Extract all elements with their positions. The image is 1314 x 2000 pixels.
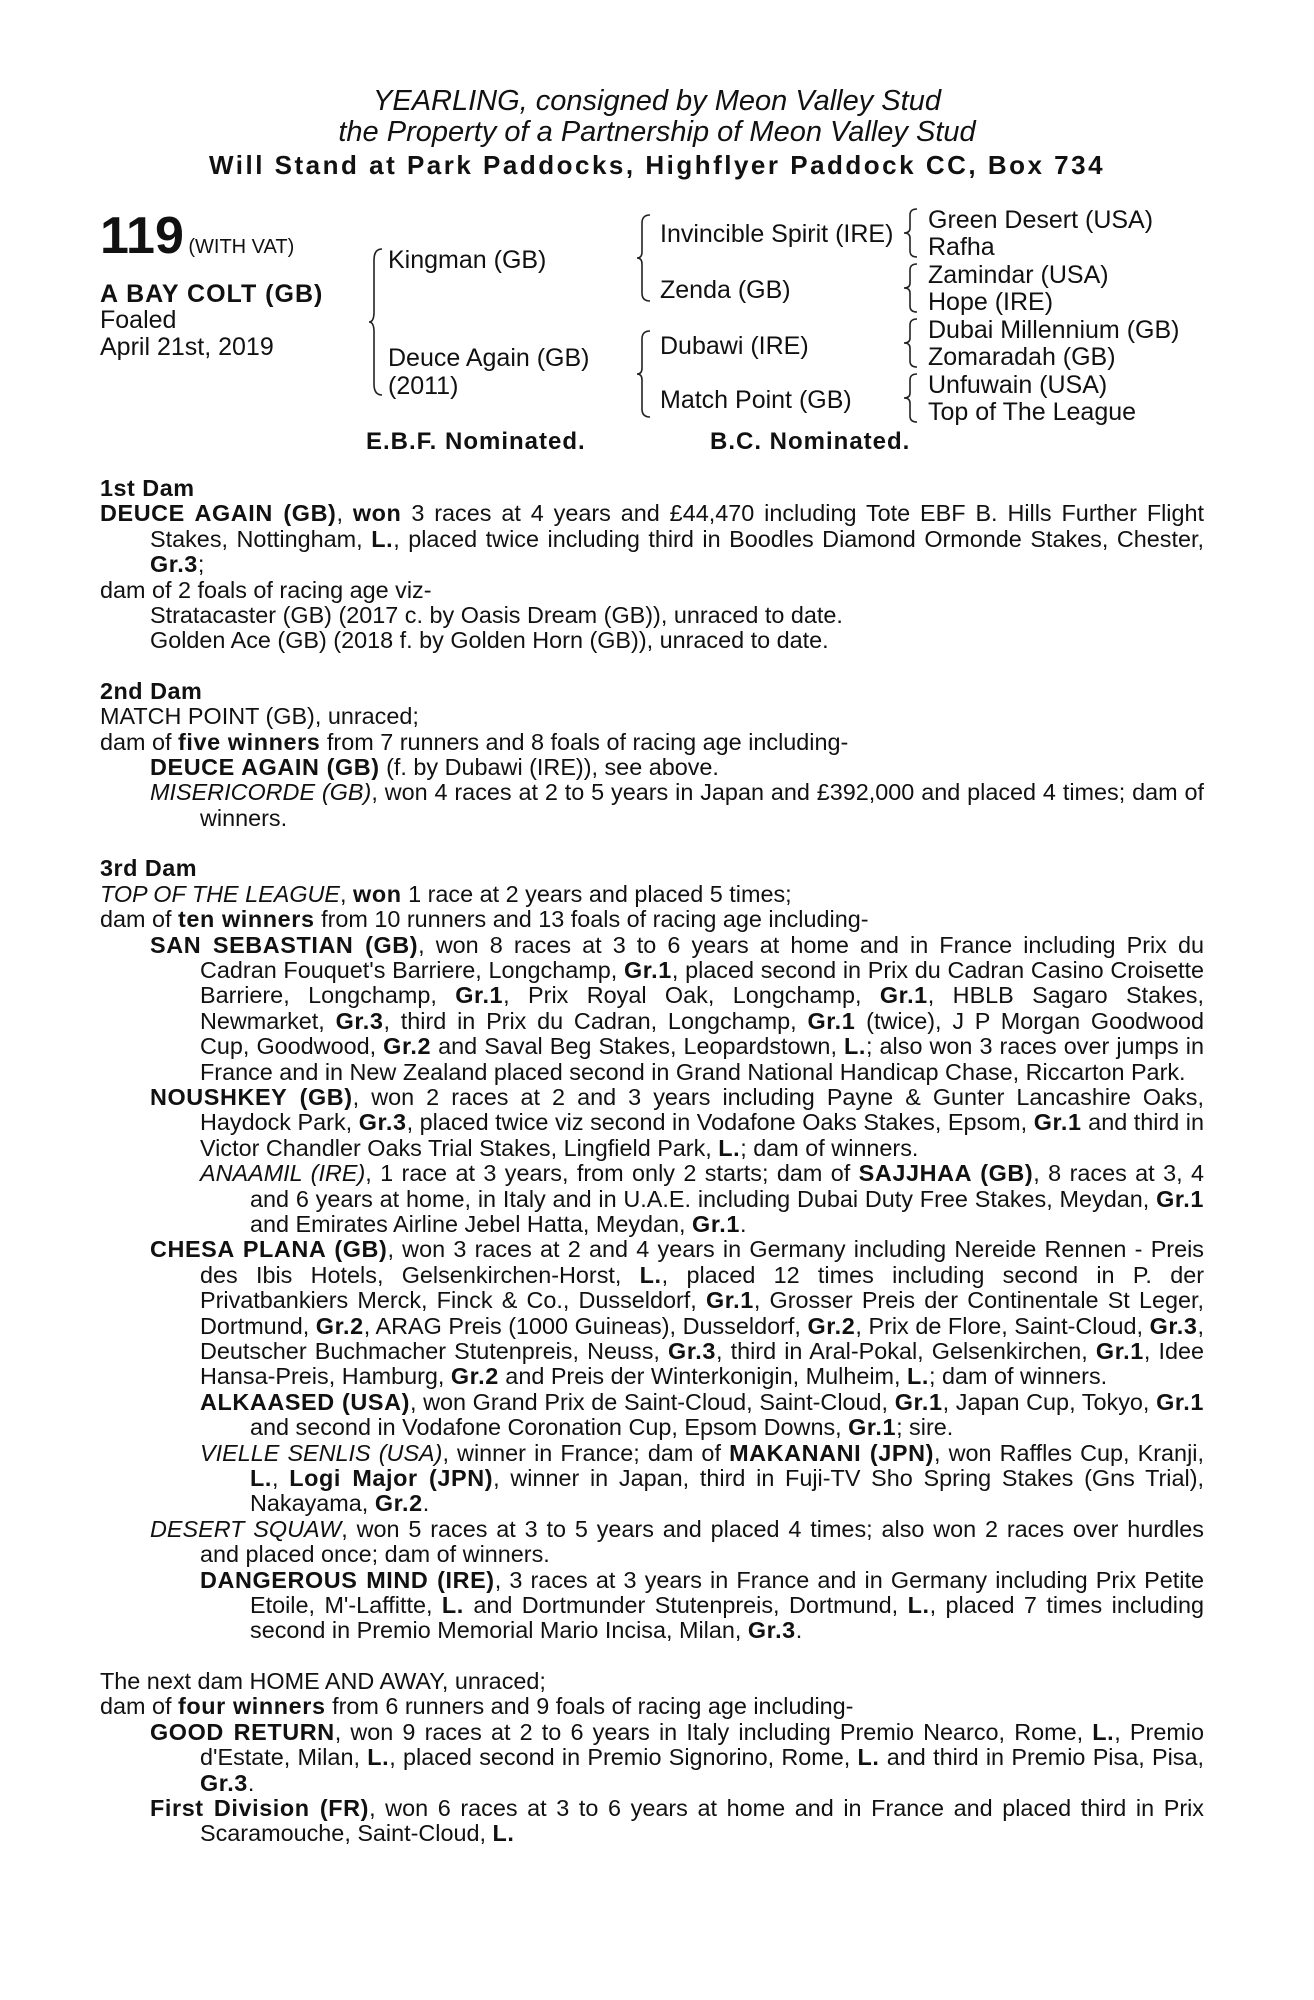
text: (twice), J P Morgan Goodwood Cup, Goodwood, <box>200 1007 1205 1060</box>
pedigree-dsd: Zomaradah (GB) <box>928 343 1116 371</box>
pedigree-brace-sire <box>636 214 652 302</box>
pedigree-sdd: Hope (IRE) <box>928 288 1054 316</box>
text: , placed twice including third in Boodles Diamond Ormonde Stakes, Chester, <box>393 525 1204 552</box>
text: , <box>336 500 353 527</box>
text: ; also won 3 races over jumps in France and in New Zealand placed second in Grand National Handicap Chase, Riccarton Park. <box>200 1033 1204 1085</box>
text: , Idee Hansa-Preis, Hamburg, <box>200 1338 1204 1390</box>
group-marker: Gr.1 <box>807 1007 856 1034</box>
text: , won 9 races at 2 to 6 years in Italy including Premio Nearco, Rome, <box>334 1718 1093 1745</box>
text: , placed 12 times including second in P. der Privatbankiers Merck, Finck & Co., Dusseldorf, <box>200 1261 1204 1314</box>
pedigree-brace-3c <box>903 318 919 368</box>
pedigree-dds: Unfuwain (USA) <box>928 371 1108 399</box>
second-dam-heading: 2nd Dam <box>100 677 203 704</box>
lot-description: A BAY COLT (GB) <box>100 280 324 308</box>
listed-marker: L. <box>907 1592 930 1619</box>
text: , won 2 races at 2 and 3 years including Payne & Gunter Lancashire Oaks, Haydock Park, <box>200 1083 1204 1136</box>
listed-marker: L. <box>371 525 394 552</box>
text: from 10 runners and 13 foals of racing age including- <box>314 906 869 933</box>
text: , won Raffles Cup, Kranji, <box>934 1439 1204 1466</box>
text: , <box>340 880 354 907</box>
produce-vielle-senlis <box>100 1441 1204 1517</box>
pedigree-brace-3b <box>903 263 919 313</box>
group-marker: Gr.1 <box>894 1388 943 1415</box>
group-marker: Gr.1 <box>879 982 928 1009</box>
listed-marker: L. <box>718 1134 741 1161</box>
produce-good-return <box>100 1720 1204 1796</box>
horse-name: SAJJHAA (GB) <box>858 1160 1034 1187</box>
text: 1 race at 2 years and placed 5 times; <box>401 880 792 907</box>
pedigree-ddd: Top of The League <box>928 398 1137 426</box>
group-marker: Gr.3 <box>747 1617 796 1644</box>
horse-name: Logi Major (JPN) <box>289 1465 494 1492</box>
group-marker: Gr.1 <box>1095 1338 1144 1364</box>
text: ; <box>197 551 205 578</box>
text: , Japan Cup, Tokyo, <box>942 1388 1157 1415</box>
text: . <box>795 1617 803 1644</box>
text: , Prix de Flore, Saint-Cloud, <box>855 1312 1150 1339</box>
text: from 6 runners and 9 foals of racing age including- <box>325 1693 854 1720</box>
text: , Deutscher Buchmacher Stutenpreis, Neuss, <box>200 1312 1204 1364</box>
text: dam of <box>100 906 179 933</box>
text: , third in Prix du Cadran, Longchamp, <box>383 1007 808 1034</box>
ebf-nominated: E.B.F. Nominated. <box>366 428 586 455</box>
text: , placed second in Prix du Cadran Casino Croisette Barriere, Longchamp, <box>200 956 1204 1009</box>
listed-marker: L. <box>367 1744 390 1771</box>
second-dam-line: MATCH POINT (GB), unraced; <box>100 703 419 730</box>
text: from 7 runners and 8 foals of racing age including- <box>320 728 849 755</box>
header-line-2: the Property of a Partnership of Meon Valley Stud <box>338 116 976 148</box>
second-dam-dam-of <box>100 730 1204 755</box>
listed-marker: L. <box>250 1465 272 1492</box>
text: . <box>247 1769 255 1796</box>
listed-marker: L. <box>907 1363 930 1390</box>
text: dam of <box>100 1693 179 1720</box>
text: and Preis der Winterkonigin, Mulheim, <box>498 1363 908 1390</box>
produce-noushkey <box>100 1085 1204 1161</box>
third-dam-heading: 3rd Dam <box>100 855 198 882</box>
produce-chesa-plana <box>100 1237 1204 1389</box>
pedigree-sire-sire: Invincible Spirit (IRE) <box>660 220 894 248</box>
horse-name: MAKANANI (JPN) <box>729 1439 934 1466</box>
horse-name: DEUCE AGAIN (GB) <box>150 754 380 781</box>
lot-number: 119 <box>100 207 184 265</box>
catalogue-body <box>100 476 1204 1847</box>
text: , placed second in Premio Signorino, Rome, <box>389 1744 858 1771</box>
group-marker: Gr.3 <box>1149 1312 1198 1339</box>
text: and third in Premio Pisa, Pisa, <box>879 1744 1204 1771</box>
horse-name: ANAAMIL (IRE) <box>200 1160 366 1187</box>
group-marker: Gr.3 <box>358 1109 407 1136</box>
group-marker: Gr.1 <box>1156 1388 1204 1415</box>
produce-alkaased <box>100 1390 1204 1441</box>
next-dam-dam-of <box>100 1694 1204 1719</box>
won-label: won <box>353 880 402 907</box>
text: . <box>422 1490 430 1517</box>
text: , won 6 races at 3 to 6 years at home and in France and placed third in Prix Scaramouche, Saint-Cloud, <box>200 1794 1204 1847</box>
text: (f. by Dubawi (IRE)), see above. <box>379 754 719 781</box>
produce-anaamil <box>100 1161 1204 1237</box>
text: ; dam of winners. <box>929 1363 1108 1390</box>
pedigree-brace-3d <box>903 373 919 423</box>
pedigree-sire: Kingman (GB) <box>388 246 547 274</box>
text: and third in Victor Chandler Oaks Trial Stakes, Lingfield Park, <box>200 1109 1204 1161</box>
text: , winner in France; dam of <box>442 1439 730 1466</box>
pedigree-sire-dam: Zenda (GB) <box>660 276 791 304</box>
first-dam-name: DEUCE AGAIN (GB) <box>100 500 337 527</box>
horse-name: MISERICORDE (GB) <box>150 779 372 806</box>
text: , won 8 races at 3 to 6 years at home and in France including Prix du Cadran Fouquet's Barriere, Longchamp, <box>200 931 1204 983</box>
text: and Dortmunder Stutenpreis, Dortmund, <box>463 1592 908 1619</box>
pedigree-dam: Deuce Again (GB) <box>388 344 590 372</box>
second-dam-produce-2 <box>100 780 1204 831</box>
text: , ARAG Preis (1000 Guineas), Dusseldorf, <box>363 1312 808 1339</box>
second-dam-produce-1 <box>100 755 1204 780</box>
first-dam-dam-of: dam of 2 foals of racing age viz- <box>100 576 432 603</box>
group-marker: Gr.2 <box>383 1033 432 1060</box>
listed-marker: L. <box>857 1744 880 1771</box>
group-marker: Gr.2 <box>807 1312 856 1339</box>
text: , 1 race at 3 years, from only 2 starts; dam of <box>365 1160 859 1187</box>
text: 3 races at 4 years and £44,470 including Tote EBF B. Hills Further Flight Stakes, Nottingham, <box>150 500 1205 552</box>
pedigree-brace-dam <box>636 330 652 418</box>
text: , <box>272 1465 290 1492</box>
produce-san-sebastian <box>100 933 1204 1085</box>
listed-marker: L. <box>441 1592 464 1619</box>
text: and Saval Beg Stakes, Leopardstown, <box>431 1033 844 1060</box>
pedigree-ssd: Rafha <box>928 233 995 261</box>
lot-number-row <box>100 208 294 264</box>
group-marker: Gr.3 <box>668 1338 716 1364</box>
group-marker: Gr.3 <box>335 1007 384 1034</box>
first-dam-foal-2: Golden Ace (GB) (2018 f. by Golden Horn (GB)), unraced to date. <box>150 627 829 654</box>
pedigree-dam-dam: Match Point (GB) <box>660 386 852 414</box>
group-marker: Gr.2 <box>450 1363 499 1390</box>
pedigree-brace-1 <box>368 248 384 396</box>
text: , winner in Japan, third in Fuji-TV Sho Spring Stakes (Gns Trial), Nakayama, <box>250 1465 1204 1517</box>
pedigree-brace-3a <box>903 208 919 258</box>
text: , 8 races at 3, 4 and 6 years at home, in Italy and in U.A.E. including Dubai Duty Free Stakes, Meydan, <box>250 1160 1204 1212</box>
lot-foaled-label: Foaled <box>100 306 177 334</box>
group-marker: Gr.1 <box>848 1414 897 1441</box>
horse-name: CHESA PLANA (GB) <box>150 1236 388 1263</box>
horse-name: First Division (FR) <box>150 1794 370 1821</box>
bc-nominated: B.C. Nominated. <box>710 428 911 455</box>
horse-name: NOUSHKEY (GB) <box>150 1083 353 1110</box>
group-marker: Gr.1 <box>1156 1185 1204 1212</box>
text: , HBLB Sagaro Stakes, Newmarket, <box>200 982 1205 1034</box>
lot-foaled-date: April 21st, 2019 <box>100 333 274 361</box>
horse-name: VIELLE SENLIS (USA) <box>200 1439 443 1466</box>
pedigree-dam-year: (2011) <box>388 372 459 400</box>
listed-marker: L. <box>492 1820 515 1847</box>
group-marker: Gr.1 <box>692 1210 740 1237</box>
text: ; sire. <box>896 1414 954 1441</box>
group-marker: Gr.3 <box>200 1769 248 1796</box>
group-marker: Gr.2 <box>315 1312 364 1339</box>
text: dam of <box>100 728 179 755</box>
lot-vat: (WITH VAT) <box>188 236 295 258</box>
text: , placed twice viz second in Vodafone Oaks Stakes, Epsom, <box>406 1109 1034 1136</box>
produce-dangerous-mind <box>100 1568 1204 1644</box>
header-line-3: Will Stand at Park Paddocks, Highflyer Paddock CC, Box 734 <box>208 150 1106 180</box>
pedigree-dss: Dubai Millennium (GB) <box>928 316 1180 344</box>
third-dam-name: TOP OF THE LEAGUE <box>100 880 341 907</box>
next-dam-line: The next dam HOME AND AWAY, unraced; <box>100 1667 546 1694</box>
group-marker: Gr.2 <box>374 1490 423 1517</box>
winners-count: five winners <box>178 728 321 755</box>
winners-count: four winners <box>178 1693 326 1720</box>
group-marker: Gr.1 <box>455 982 504 1009</box>
horse-name: GOOD RETURN <box>150 1718 335 1745</box>
pedigree-dam-sire: Dubawi (IRE) <box>660 332 809 360</box>
horse-name: DESERT SQUAW <box>150 1515 342 1542</box>
group-marker: Gr.3 <box>150 551 198 578</box>
text: , third in Aral-Pokal, Gelsenkirchen, <box>715 1338 1096 1364</box>
text: and second in Vodafone Coronation Cup, Epsom Downs, <box>250 1414 849 1441</box>
text: , placed 7 times including second in Premio Memorial Mario Incisa, Milan, <box>250 1592 1204 1644</box>
first-dam-record <box>100 501 1204 577</box>
text: , won 4 races at 2 to 5 years in Japan and £392,000 and placed 4 times; dam of winners. <box>200 779 1204 831</box>
group-marker: Gr.1 <box>623 956 672 983</box>
produce-desert-squaw <box>100 1517 1204 1568</box>
pedigree-sds: Zamindar (USA) <box>928 261 1109 289</box>
horse-name: DANGEROUS MIND (IRE) <box>200 1566 495 1593</box>
text: , Prix Royal Oak, Longchamp, <box>503 982 880 1009</box>
winners-count: ten winners <box>178 906 315 933</box>
listed-marker: L. <box>844 1033 866 1060</box>
text: , won Grand Prix de Saint-Cloud, Saint-Cloud, <box>409 1388 895 1415</box>
text: , won 5 races at 3 to 5 years and placed 4 times; also won 2 races over hurdles and placed once; dam of winners. <box>200 1515 1204 1568</box>
horse-name: SAN SEBASTIAN (GB) <box>150 931 419 958</box>
horse-name: ALKAASED (USA) <box>200 1388 410 1415</box>
first-dam-heading: 1st Dam <box>100 475 195 501</box>
text: ; dam of winners. <box>740 1134 919 1161</box>
third-dam-line <box>100 882 1204 907</box>
produce-first-division <box>100 1796 1204 1847</box>
text: , Premio d'Estate, Milan, <box>200 1718 1205 1771</box>
listed-marker: L. <box>639 1261 662 1288</box>
group-marker: Gr.1 <box>705 1287 754 1314</box>
pedigree-sss: Green Desert (USA) <box>928 206 1154 234</box>
listed-marker: L. <box>1092 1718 1115 1745</box>
third-dam-dam-of <box>100 907 1204 932</box>
text: . <box>739 1210 747 1237</box>
text: , won 3 races at 2 and 4 years in Germany including Nereide Rennen - Preis des Ibis Hotels, Gelsenkirchen-Horst, <box>200 1236 1204 1288</box>
group-marker: Gr.1 <box>1033 1109 1082 1136</box>
won-label: won <box>352 500 402 527</box>
text: , 3 races at 3 years in France and in Germany including Prix Petite Etoile, M'-Laffitte, <box>250 1566 1204 1619</box>
first-dam-foal-1: Stratacaster (GB) (2017 c. by Oasis Dream (GB)), unraced to date. <box>150 602 843 629</box>
text: , Grosser Preis der Continentale St Leger, Dortmund, <box>200 1287 1204 1339</box>
text: and Emirates Airline Jebel Hatta, Meydan, <box>250 1210 693 1237</box>
header-line-1: YEARLING, consigned by Meon Valley Stud <box>373 85 941 117</box>
